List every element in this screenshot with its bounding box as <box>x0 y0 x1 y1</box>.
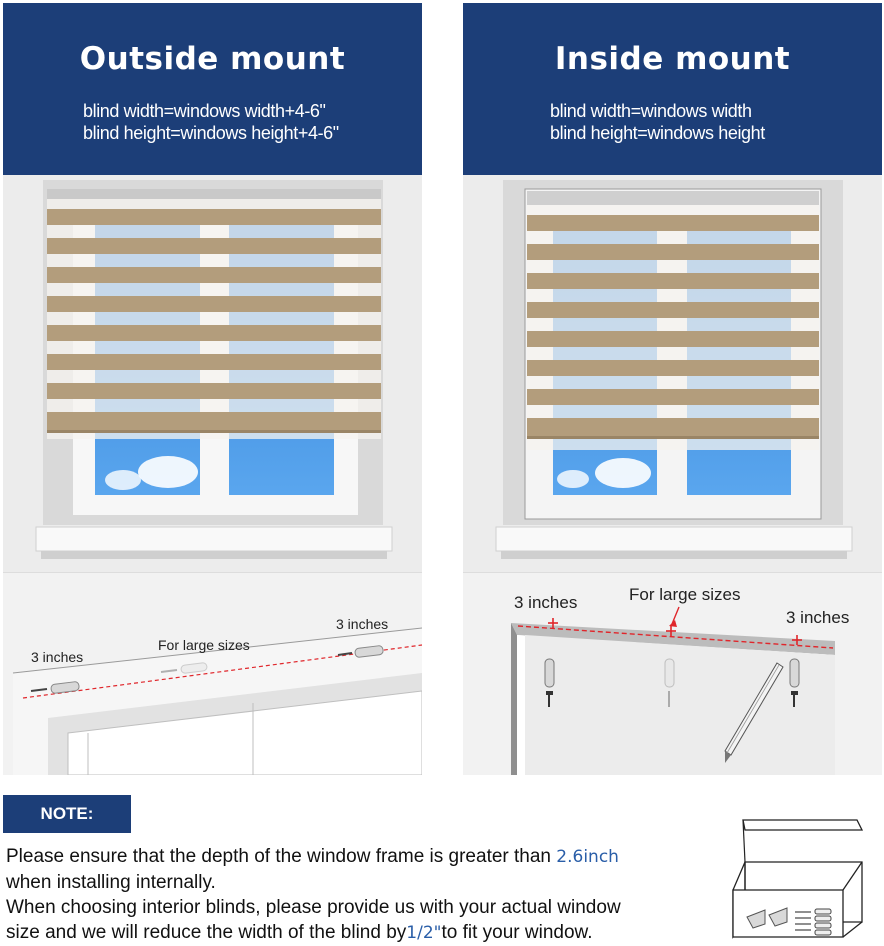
blind-headrail <box>527 191 819 205</box>
outside-width-formula: blind width=windows width+4-6" <box>83 101 326 121</box>
reduction-value: 1/2" <box>406 923 442 943</box>
blind-headrail <box>47 189 381 199</box>
inside-mount-illustration <box>463 175 882 572</box>
inside-window-scene <box>463 175 882 572</box>
inside-left-spacing-label: 3 inches <box>514 593 578 612</box>
package-box-icon <box>725 812 865 946</box>
blind-fabric <box>527 205 819 450</box>
inside-right-spacing-label: 3 inches <box>786 608 850 627</box>
inside-mount-panel <box>463 3 882 775</box>
note-badge: NOTE: <box>3 795 131 833</box>
inside-mount-title: Inside mount <box>554 41 791 77</box>
window-sill <box>36 527 392 551</box>
inside-mount-diagram <box>463 572 882 775</box>
note-line-4-end: to fit your window. <box>441 922 593 943</box>
inside-large-sizes-label: For large sizes <box>629 585 741 604</box>
outside-mount-diagram <box>3 572 422 775</box>
note-line-4 <box>6 920 706 946</box>
outside-large-sizes-label: For large sizes <box>158 637 250 653</box>
depth-value: 2.6inch <box>556 847 619 867</box>
note-line-1 <box>6 844 706 870</box>
outside-mount-illustration <box>3 175 422 572</box>
note-line-3: When choosing interior blinds, please provide us with your actual window <box>6 897 621 918</box>
inside-width-formula: blind width=windows width <box>550 101 752 121</box>
outside-bracket-diagram <box>3 573 422 775</box>
outside-mount-panel <box>3 3 422 775</box>
inside-height-formula: blind height=windows height <box>550 123 765 143</box>
outside-window-scene <box>3 175 422 572</box>
note-line-2: when installing internally. <box>6 872 216 893</box>
outside-mount-header <box>3 3 422 175</box>
window-sill <box>496 527 852 551</box>
outside-right-spacing-label: 3 inches <box>336 616 389 632</box>
note-line-4-text: size and we will reduce the width of the blind by <box>6 922 407 943</box>
blind-fabric <box>47 199 381 439</box>
inside-mount-header <box>463 3 882 175</box>
outside-left-spacing-label: 3 inches <box>31 649 84 665</box>
outside-height-formula: blind height=windows height+4-6" <box>83 123 339 143</box>
note-text <box>6 844 706 946</box>
outside-mount-title: Outside mount <box>79 41 346 77</box>
note-line-1-text: Please ensure that the depth of the window frame is greater than <box>6 846 557 867</box>
